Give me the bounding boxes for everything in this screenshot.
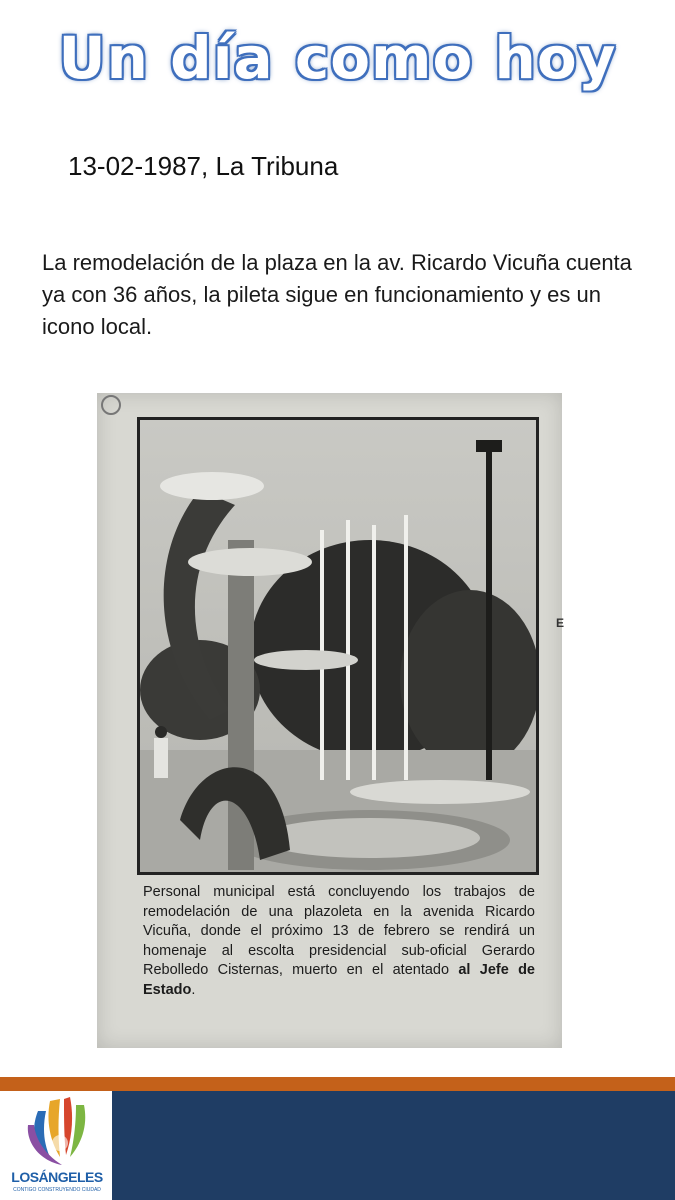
newspaper-photo (137, 417, 539, 875)
intro-paragraph: La remodelación de la plaza en la av. Ricardo Vicuña cuenta ya con 36 años, la pileta sigue en funcionamiento y es un icono local. (42, 250, 632, 339)
fountain-photo-image (140, 420, 536, 872)
footer-navy-band (112, 1091, 675, 1200)
footer-orange-band (0, 1077, 675, 1091)
los-angeles-logo (0, 1091, 112, 1200)
clipping-caption (143, 883, 535, 1000)
page-title: Un día como hoy (58, 24, 617, 92)
hands-logo-icon (0, 1091, 112, 1171)
logo-wordmark: LOSÁNGELES (11, 1169, 103, 1185)
caption-bold-text: al Jefe de Estado (143, 962, 535, 998)
date-source: 13-02-1987, La Tribuna (68, 151, 339, 181)
caption-text: Personal municipal está concluyendo los trabajos de remodelación de una plazoleta en la avenida Ricardo Vicuña, donde el próximo 13 de febrero se rendirá un homenaje al escolta presidencial sub-oficial Gerardo Rebolledo Cisternas, muerto en el atentado (143, 884, 535, 978)
caption-end: . (191, 981, 196, 998)
clip-ring-icon (101, 395, 121, 415)
logo-tagline: CONTIGO CONSTRUYENDO CIUDAD (13, 1187, 101, 1193)
newspaper-clipping (97, 393, 565, 1048)
adjacent-column-fragment: E (556, 616, 565, 630)
